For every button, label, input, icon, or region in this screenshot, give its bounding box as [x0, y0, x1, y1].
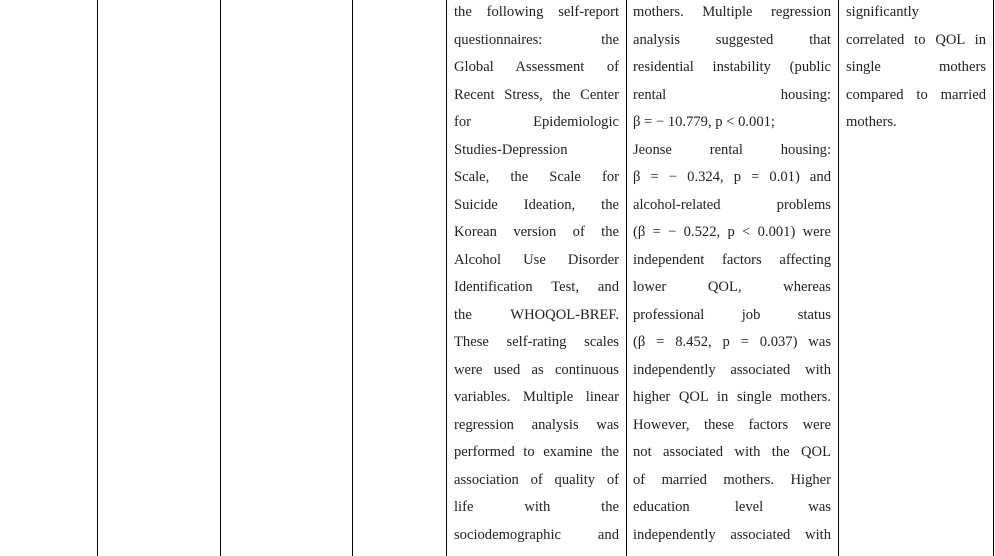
- cell-text-line: the following self-report: [454, 4, 619, 20]
- cell-text-line: higher QOL in single mothers.: [633, 389, 831, 405]
- cell-text-line: life with the: [454, 499, 619, 515]
- cell-text-line: β = − 0.324, p = 0.01) and: [633, 169, 831, 185]
- cell-text-line: Jeonse rental housing:: [633, 141, 831, 158]
- column-divider: [446, 0, 447, 556]
- cell-text-line: independently associated with: [633, 526, 831, 543]
- column-divider: [352, 0, 353, 556]
- cell-text-line: Recent Stress, the Center: [454, 86, 619, 103]
- cell-text-line: analysis suggested that: [633, 31, 831, 48]
- methods-cell: [454, 0, 619, 549]
- cell-text-line: not associated with the QOL: [633, 444, 831, 460]
- cell-text-line: (β = 8.452, p = 0.037) was: [633, 334, 831, 350]
- cell-text-line: single mothers: [846, 59, 986, 75]
- cell-text-line: education level was: [633, 499, 831, 515]
- cell-text-line: Suicide Ideation, the: [454, 196, 619, 213]
- cell-text-line: independent factors affecting: [633, 251, 831, 268]
- cell-text-line: rental housing:: [633, 86, 831, 103]
- cell-text-line: independently associated with: [633, 361, 831, 378]
- cell-text-line: residential instability (public: [633, 59, 831, 75]
- column-divider: [626, 0, 627, 556]
- column-divider: [838, 0, 839, 556]
- cell-text-line: the WHOQOL-BREF.: [454, 306, 619, 323]
- conclusion-cell: [846, 0, 986, 137]
- cell-text-line: Identification Test, and: [454, 279, 619, 295]
- cell-text-line: variables. Multiple linear: [454, 389, 619, 405]
- cell-text-line: for Epidemiologic: [454, 114, 619, 130]
- cell-text-line: mothers. Multiple regression: [633, 4, 831, 20]
- column-divider: [97, 0, 98, 556]
- cell-text-line: association of quality of: [454, 471, 619, 488]
- cell-text-line: questionnaires: the: [454, 31, 619, 48]
- cell-text-line: mothers.: [846, 114, 897, 130]
- cell-text-line: (β = − 0.522, p < 0.001) were: [633, 224, 831, 240]
- cell-text-line: These self-rating scales: [454, 334, 619, 350]
- cell-text-line: performed to examine the: [454, 444, 619, 460]
- cell-text-line: Korean version of the: [454, 224, 619, 240]
- cell-text-line: alcohol-related problems: [633, 196, 831, 213]
- cell-text-line: professional job status: [633, 306, 831, 323]
- cell-text-line: sociodemographic and: [454, 526, 619, 543]
- results-cell: [633, 0, 831, 549]
- cell-text-line: Scale, the Scale for: [454, 169, 619, 185]
- cell-text-line: β = − 10.779, p < 0.001;: [633, 114, 775, 130]
- column-divider: [993, 0, 994, 556]
- cell-text-line: significantly: [846, 4, 919, 20]
- cell-text-line: lower QOL, whereas: [633, 279, 831, 295]
- cell-text-line: of married mothers. Higher: [633, 471, 831, 488]
- cell-text-line: were used as continuous: [454, 361, 619, 378]
- cell-text-line: Alcohol Use Disorder: [454, 251, 619, 268]
- cell-text-line: correlated to QOL in: [846, 31, 986, 48]
- cell-text-line: However, these factors were: [633, 416, 831, 433]
- cell-text-line: regression analysis was: [454, 416, 619, 433]
- cell-text-line: Studies-Depression: [454, 141, 568, 158]
- cell-text-line: Global Assessment of: [454, 59, 619, 75]
- cell-text-line: compared to married: [846, 86, 986, 103]
- column-divider: [220, 0, 221, 556]
